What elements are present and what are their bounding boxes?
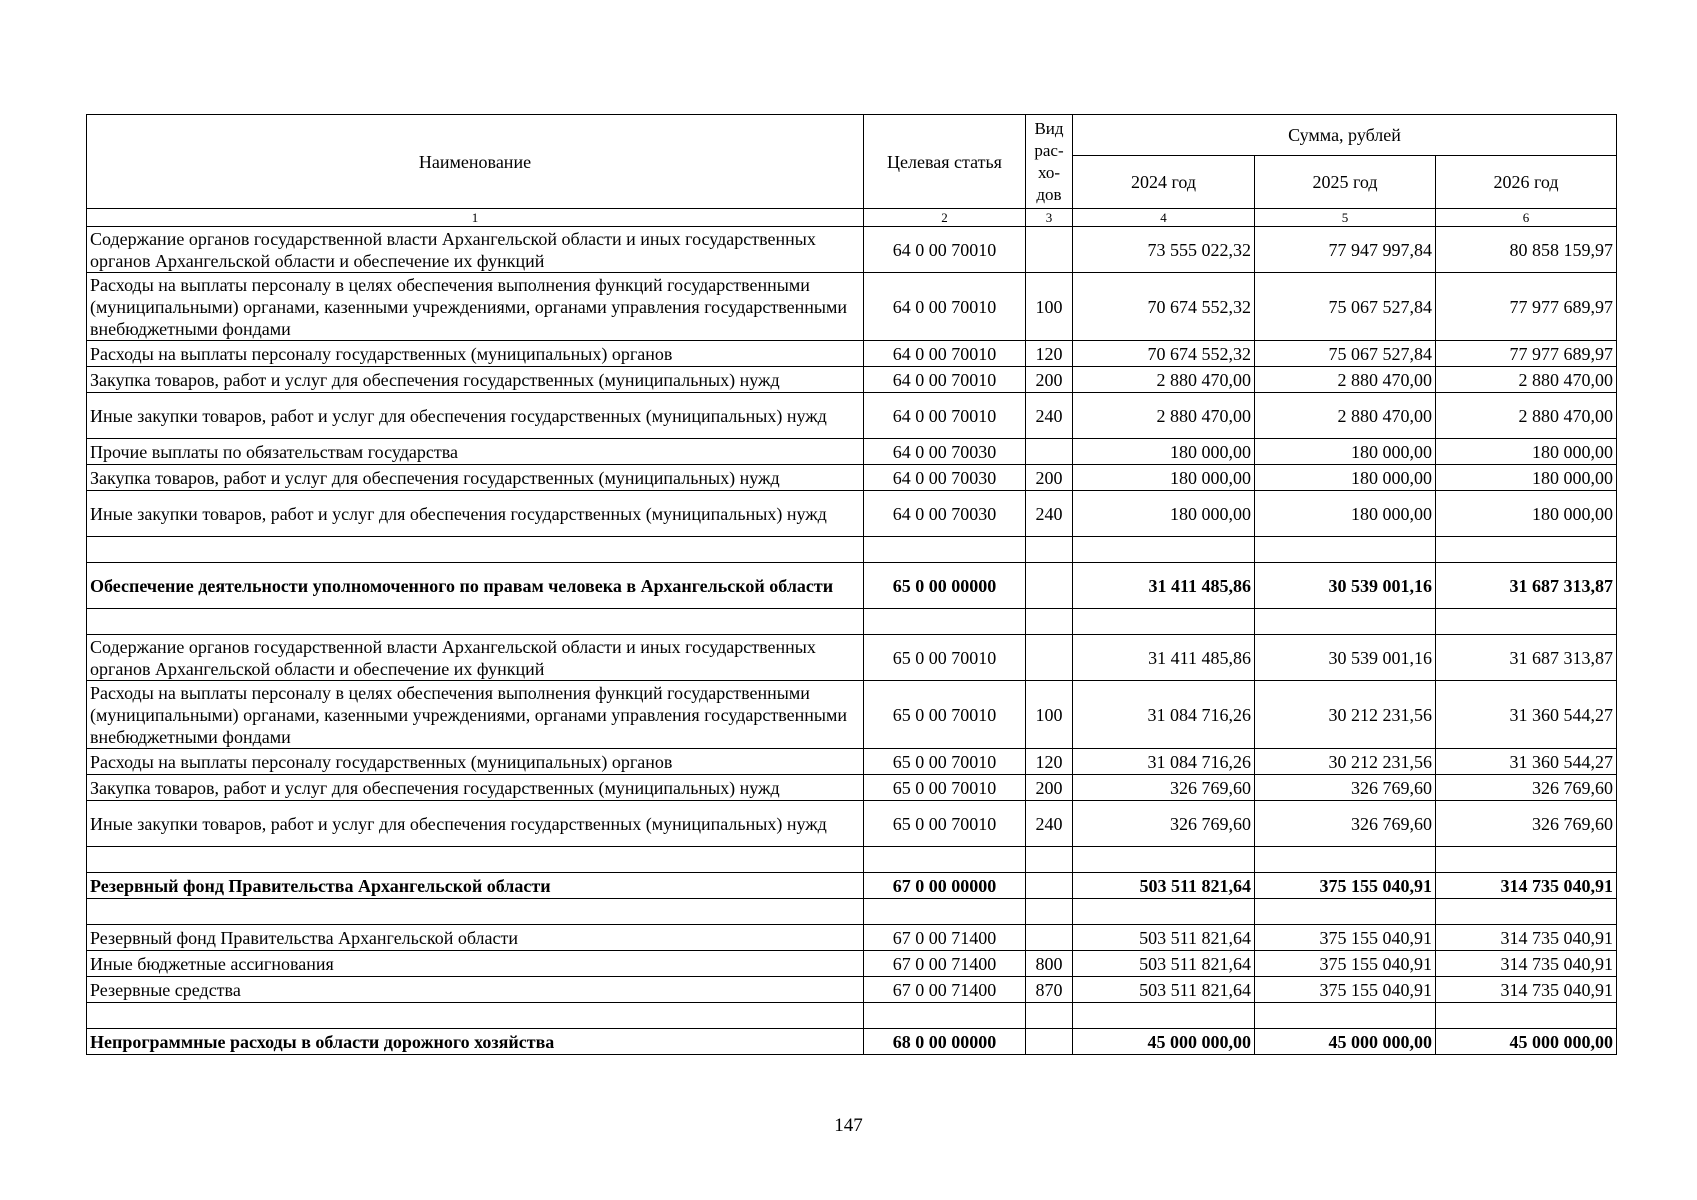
row-name: Прочие выплаты по обязательствам государства xyxy=(87,439,864,465)
sum-2026: 180 000,00 xyxy=(1436,465,1617,491)
target-article: 64 0 00 70010 xyxy=(864,393,1026,439)
sum-2025: 75 067 527,84 xyxy=(1255,273,1436,341)
sum-2025: 30 212 231,56 xyxy=(1255,749,1436,775)
expense-type: 240 xyxy=(1026,393,1073,439)
expense-type: 200 xyxy=(1026,465,1073,491)
row-name: Закупка товаров, работ и услуг для обеспечения государственных (муниципальных) нужд xyxy=(87,465,864,491)
sum-2026: 31 360 544,27 xyxy=(1436,749,1617,775)
row-name: Иные бюджетные ассигнования xyxy=(87,951,864,977)
expense-type xyxy=(1026,925,1073,951)
sum-2026: 77 977 689,97 xyxy=(1436,341,1617,367)
empty-cell xyxy=(1255,537,1436,563)
column-number: 5 xyxy=(1255,209,1436,227)
sum-2024: 503 511 821,64 xyxy=(1073,873,1255,899)
empty-cell xyxy=(1255,609,1436,635)
empty-cell xyxy=(1073,899,1255,925)
table-row xyxy=(87,439,1617,465)
empty-cell xyxy=(1255,899,1436,925)
empty-cell xyxy=(1436,537,1617,563)
target-article: 65 0 00 00000 xyxy=(864,563,1026,609)
expense-type: 120 xyxy=(1026,341,1073,367)
expense-type: 200 xyxy=(1026,775,1073,801)
sum-2024: 45 000 000,00 xyxy=(1073,1029,1255,1055)
sum-2024: 180 000,00 xyxy=(1073,491,1255,537)
sum-2024: 70 674 552,32 xyxy=(1073,273,1255,341)
sum-2025: 2 880 470,00 xyxy=(1255,367,1436,393)
expense-type: 100 xyxy=(1026,681,1073,749)
sum-2026: 314 735 040,91 xyxy=(1436,951,1617,977)
sum-2024: 31 411 485,86 xyxy=(1073,635,1255,681)
blank-row xyxy=(87,1003,1617,1029)
blank-row xyxy=(87,847,1617,873)
sum-2024: 31 411 485,86 xyxy=(1073,563,1255,609)
empty-cell xyxy=(1073,847,1255,873)
expense-type xyxy=(1026,1029,1073,1055)
sum-2024: 180 000,00 xyxy=(1073,439,1255,465)
row-name: Закупка товаров, работ и услуг для обеспечения государственных (муниципальных) нужд xyxy=(87,775,864,801)
table-body xyxy=(87,227,1617,1055)
sum-2025: 375 155 040,91 xyxy=(1255,925,1436,951)
row-name: Обеспечение деятельности уполномоченного по правам человека в Архангельской области xyxy=(87,563,864,609)
expense-type: 120 xyxy=(1026,749,1073,775)
table-row xyxy=(87,775,1617,801)
sum-2025: 45 000 000,00 xyxy=(1255,1029,1436,1055)
expense-type: 240 xyxy=(1026,491,1073,537)
target-article: 65 0 00 70010 xyxy=(864,775,1026,801)
column-number: 1 xyxy=(87,209,864,227)
sum-2025: 375 155 040,91 xyxy=(1255,951,1436,977)
sum-2025: 326 769,60 xyxy=(1255,801,1436,847)
sum-2024: 503 511 821,64 xyxy=(1073,925,1255,951)
sum-2025: 2 880 470,00 xyxy=(1255,393,1436,439)
row-name: Расходы на выплаты персоналу государственных (муниципальных) органов xyxy=(87,341,864,367)
target-article: 64 0 00 70010 xyxy=(864,367,1026,393)
target-article: 64 0 00 70030 xyxy=(864,439,1026,465)
header-year-2025: 2025 год xyxy=(1255,156,1436,209)
empty-cell xyxy=(864,847,1026,873)
sum-2026: 314 735 040,91 xyxy=(1436,873,1617,899)
header-target-article: Целевая статья xyxy=(864,115,1026,209)
table-row xyxy=(87,951,1617,977)
empty-cell xyxy=(1255,847,1436,873)
sum-2024: 326 769,60 xyxy=(1073,801,1255,847)
sum-2025: 375 155 040,91 xyxy=(1255,873,1436,899)
empty-cell xyxy=(1073,609,1255,635)
sum-2026: 326 769,60 xyxy=(1436,775,1617,801)
empty-cell xyxy=(864,609,1026,635)
empty-cell xyxy=(1026,1003,1073,1029)
table-row xyxy=(87,681,1617,749)
table-row xyxy=(87,635,1617,681)
expense-type: 870 xyxy=(1026,977,1073,1003)
target-article: 67 0 00 71400 xyxy=(864,951,1026,977)
sum-2024: 2 880 470,00 xyxy=(1073,393,1255,439)
sum-2026: 45 000 000,00 xyxy=(1436,1029,1617,1055)
empty-cell xyxy=(1255,1003,1436,1029)
row-name: Расходы на выплаты персоналу государственных (муниципальных) органов xyxy=(87,749,864,775)
expense-type: 240 xyxy=(1026,801,1073,847)
sum-2026: 31 687 313,87 xyxy=(1436,563,1617,609)
sum-2025: 30 539 001,16 xyxy=(1255,635,1436,681)
header-year-2024: 2024 год xyxy=(1073,156,1255,209)
table-row xyxy=(87,801,1617,847)
table-row xyxy=(87,491,1617,537)
target-article: 65 0 00 70010 xyxy=(864,749,1026,775)
expense-type xyxy=(1026,439,1073,465)
empty-cell xyxy=(1436,899,1617,925)
empty-cell xyxy=(87,1003,864,1029)
sum-2024: 70 674 552,32 xyxy=(1073,341,1255,367)
empty-cell xyxy=(87,537,864,563)
expense-type xyxy=(1026,873,1073,899)
target-article: 67 0 00 00000 xyxy=(864,873,1026,899)
sum-2026: 31 360 544,27 xyxy=(1436,681,1617,749)
expense-type: 100 xyxy=(1026,273,1073,341)
empty-cell xyxy=(87,609,864,635)
expense-type: 800 xyxy=(1026,951,1073,977)
sum-2024: 503 511 821,64 xyxy=(1073,977,1255,1003)
column-number: 3 xyxy=(1026,209,1073,227)
section-total-row xyxy=(87,1029,1617,1055)
empty-cell xyxy=(1026,899,1073,925)
target-article: 64 0 00 70010 xyxy=(864,227,1026,273)
sum-2026: 80 858 159,97 xyxy=(1436,227,1617,273)
sum-2026: 314 735 040,91 xyxy=(1436,977,1617,1003)
table-row xyxy=(87,749,1617,775)
section-total-row xyxy=(87,563,1617,609)
header-sum: Сумма, рублей xyxy=(1073,115,1617,156)
table-row xyxy=(87,273,1617,341)
table-row xyxy=(87,465,1617,491)
empty-cell xyxy=(864,1003,1026,1029)
column-number: 2 xyxy=(864,209,1026,227)
empty-cell xyxy=(1026,609,1073,635)
empty-cell xyxy=(1073,1003,1255,1029)
row-name: Непрограммные расходы в области дорожного хозяйства xyxy=(87,1029,864,1055)
target-article: 64 0 00 70030 xyxy=(864,491,1026,537)
table-row xyxy=(87,925,1617,951)
blank-row xyxy=(87,899,1617,925)
empty-cell xyxy=(1436,847,1617,873)
row-name: Закупка товаров, работ и услуг для обеспечения государственных (муниципальных) нужд xyxy=(87,367,864,393)
sum-2025: 180 000,00 xyxy=(1255,491,1436,537)
sum-2024: 73 555 022,32 xyxy=(1073,227,1255,273)
row-name: Резервный фонд Правительства Архангельской области xyxy=(87,925,864,951)
page-number: 147 xyxy=(834,1115,863,1136)
sum-2024: 2 880 470,00 xyxy=(1073,367,1255,393)
row-name: Содержание органов государственной власти Архангельской области и иных государственных органов Архангельской области и обеспечение их функций xyxy=(87,227,864,273)
row-name: Иные закупки товаров, работ и услуг для обеспечения государственных (муниципальных) нужд xyxy=(87,801,864,847)
empty-cell xyxy=(1026,537,1073,563)
target-article: 67 0 00 71400 xyxy=(864,977,1026,1003)
expense-type: 200 xyxy=(1026,367,1073,393)
target-article: 67 0 00 71400 xyxy=(864,925,1026,951)
sum-2025: 326 769,60 xyxy=(1255,775,1436,801)
expense-type xyxy=(1026,635,1073,681)
target-article: 65 0 00 70010 xyxy=(864,681,1026,749)
target-article: 64 0 00 70010 xyxy=(864,273,1026,341)
sum-2024: 31 084 716,26 xyxy=(1073,749,1255,775)
sum-2026: 2 880 470,00 xyxy=(1436,367,1617,393)
sum-2026: 180 000,00 xyxy=(1436,491,1617,537)
sum-2025: 77 947 997,84 xyxy=(1255,227,1436,273)
table-row xyxy=(87,227,1617,273)
target-article: 65 0 00 70010 xyxy=(864,635,1026,681)
target-article: 68 0 00 00000 xyxy=(864,1029,1026,1055)
sum-2026: 314 735 040,91 xyxy=(1436,925,1617,951)
empty-cell xyxy=(1026,847,1073,873)
sum-2024: 503 511 821,64 xyxy=(1073,951,1255,977)
empty-cell xyxy=(1073,537,1255,563)
row-name: Расходы на выплаты персоналу в целях обеспечения выполнения функций государственными (муниципальными) органами, казенными учреждениями, органами управления государственными внебюджетными фондами xyxy=(87,681,864,749)
sum-2024: 31 084 716,26 xyxy=(1073,681,1255,749)
empty-cell xyxy=(87,899,864,925)
header-name: Наименование xyxy=(87,115,864,209)
header-expense-type: Вид рас-хо-дов xyxy=(1026,115,1073,209)
row-name: Резервный фонд Правительства Архангельской области xyxy=(87,873,864,899)
empty-cell xyxy=(864,899,1026,925)
table-row xyxy=(87,341,1617,367)
column-number: 4 xyxy=(1073,209,1255,227)
column-number: 6 xyxy=(1436,209,1617,227)
sum-2025: 180 000,00 xyxy=(1255,439,1436,465)
row-name: Расходы на выплаты персоналу в целях обеспечения выполнения функций государственными (муниципальными) органами, казенными учреждениями, органами управления государственными внебюджетными фондами xyxy=(87,273,864,341)
empty-cell xyxy=(87,847,864,873)
target-article: 64 0 00 70010 xyxy=(864,341,1026,367)
empty-cell xyxy=(864,537,1026,563)
target-article: 64 0 00 70030 xyxy=(864,465,1026,491)
section-total-row xyxy=(87,873,1617,899)
sum-2025: 180 000,00 xyxy=(1255,465,1436,491)
sum-2025: 30 539 001,16 xyxy=(1255,563,1436,609)
empty-cell xyxy=(1436,609,1617,635)
target-article: 65 0 00 70010 xyxy=(864,801,1026,847)
sum-2024: 326 769,60 xyxy=(1073,775,1255,801)
sum-2026: 2 880 470,00 xyxy=(1436,393,1617,439)
sum-2025: 375 155 040,91 xyxy=(1255,977,1436,1003)
sum-2024: 180 000,00 xyxy=(1073,465,1255,491)
expense-type xyxy=(1026,227,1073,273)
blank-row xyxy=(87,609,1617,635)
row-name: Содержание органов государственной власти Архангельской области и иных государственных органов Архангельской области и обеспечение их функций xyxy=(87,635,864,681)
expense-type xyxy=(1026,563,1073,609)
budget-table xyxy=(86,114,1617,1055)
sum-2026: 77 977 689,97 xyxy=(1436,273,1617,341)
header-year-2026: 2026 год xyxy=(1436,156,1617,209)
sum-2025: 30 212 231,56 xyxy=(1255,681,1436,749)
row-name: Иные закупки товаров, работ и услуг для обеспечения государственных (муниципальных) нужд xyxy=(87,491,864,537)
sum-2026: 326 769,60 xyxy=(1436,801,1617,847)
table-row xyxy=(87,977,1617,1003)
sum-2026: 31 687 313,87 xyxy=(1436,635,1617,681)
row-name: Иные закупки товаров, работ и услуг для обеспечения государственных (муниципальных) нужд xyxy=(87,393,864,439)
column-number-row xyxy=(87,209,1617,227)
sum-2026: 180 000,00 xyxy=(1436,439,1617,465)
table-row xyxy=(87,393,1617,439)
sum-2025: 75 067 527,84 xyxy=(1255,341,1436,367)
table-header xyxy=(87,115,1617,227)
table-row xyxy=(87,367,1617,393)
blank-row xyxy=(87,537,1617,563)
row-name: Резервные средства xyxy=(87,977,864,1003)
empty-cell xyxy=(1436,1003,1617,1029)
